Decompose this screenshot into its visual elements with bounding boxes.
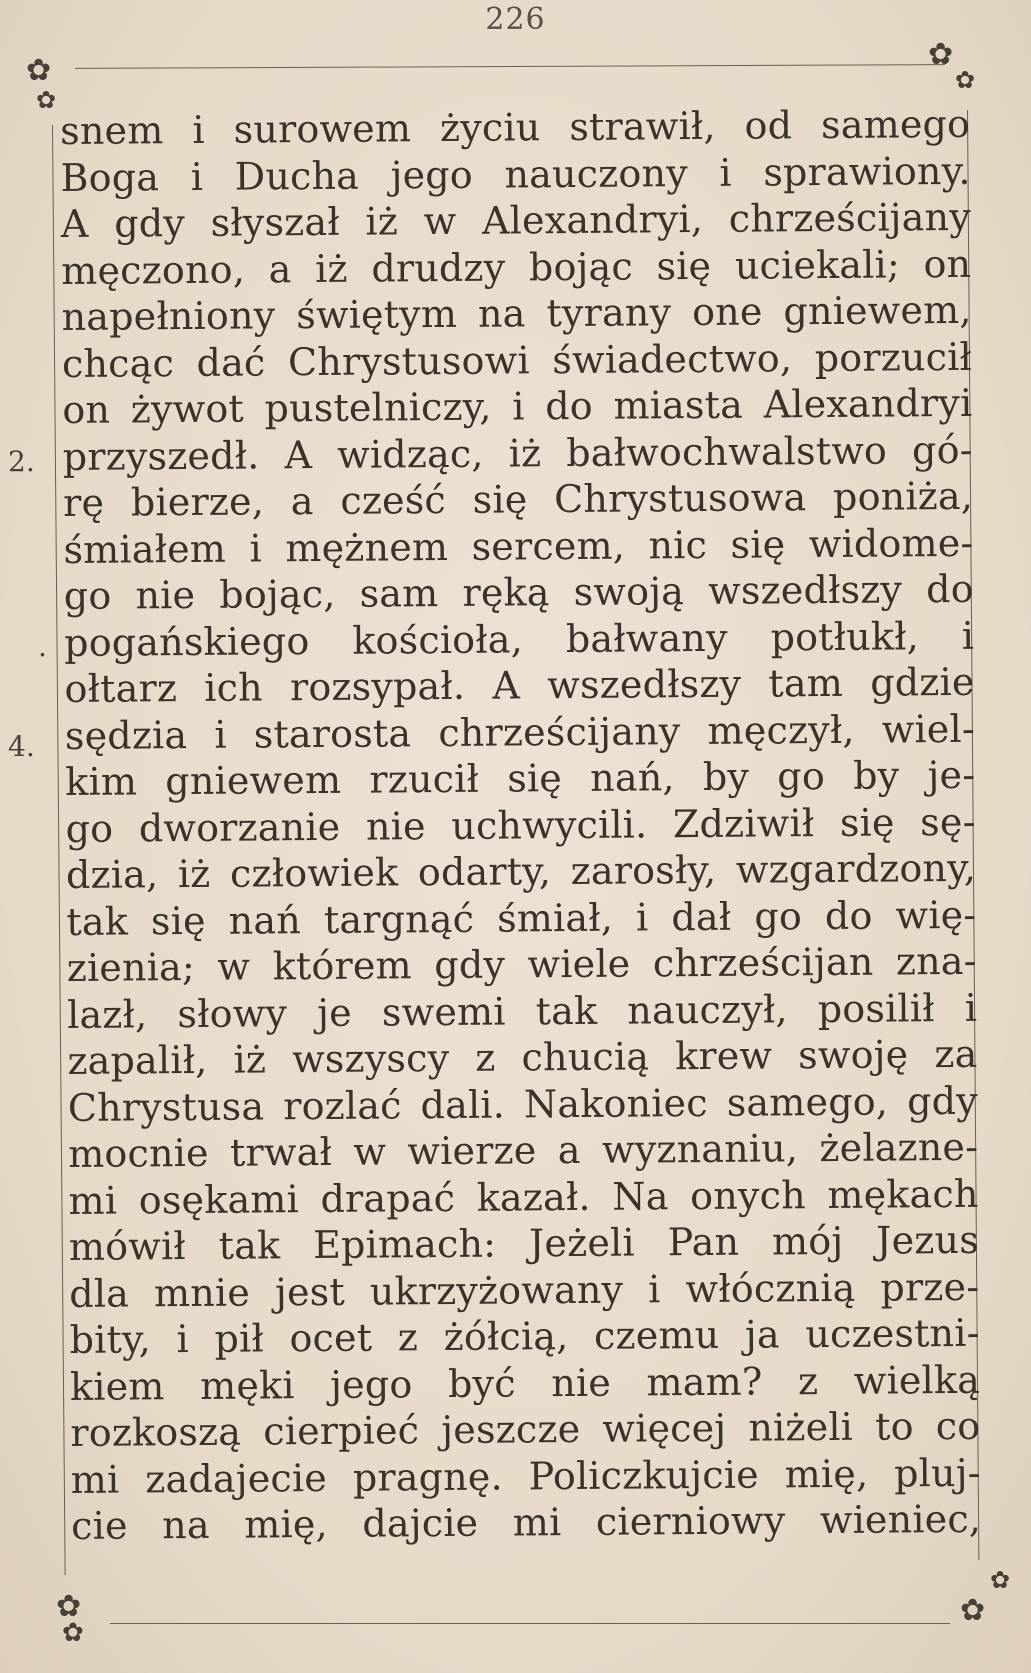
flower-ornament-icon: ✿ xyxy=(960,1593,986,1628)
text-line: mi osękami drapać kazał. Na onych mękach xyxy=(68,1171,979,1223)
text-line: bity, i pił ocet z żółcią, czemu ja uczestni- xyxy=(69,1310,980,1362)
text-line: rę bierze, a cześć się Chrystusowa poniża, xyxy=(62,473,974,525)
body-text xyxy=(60,101,981,1550)
text-line: zapalił, iż wszyscy z chucią krew swoję za xyxy=(67,1031,978,1083)
text-line: mi zadajecie pragnę. Policzkujcie mię, pluj- xyxy=(70,1450,981,1502)
text-line: śmiałem i mężnem sercem, nic się widome- xyxy=(63,520,974,572)
text-line: dzia, iż człowiek odarty, zarosły, wzgardzony, xyxy=(65,845,977,897)
text-line: mówił tak Epimach: Jeżeli Pan mój Jezus xyxy=(68,1217,980,1269)
text-line: cie na mię, dajcie mi cierniowy wieniec, xyxy=(70,1496,982,1548)
page-number: 226 xyxy=(485,2,546,37)
text-line: go nie bojąc, sam ręką swoją wszedłszy do xyxy=(63,566,974,618)
text-line: Chrystusa rozlać dali. Nakoniec samego, gdy xyxy=(67,1078,978,1130)
text-line: mocnie trwał w wierze a wyznaniu, żelazne- xyxy=(68,1124,979,1176)
text-line: przyszedł. A widząc, iż bałwochwalstwo gó- xyxy=(62,427,973,479)
text-line: Boga i Ducha jego nauczony i sprawiony. xyxy=(60,148,971,200)
top-rule xyxy=(75,64,945,69)
flower-ornament-icon: ✿ xyxy=(990,1566,1011,1594)
text-line: tak się nań targnąć śmiał, i dał go do wię- xyxy=(66,892,977,944)
flower-ornament-icon: ✿ xyxy=(36,86,57,114)
flower-ornament-icon: ✿ xyxy=(928,37,954,72)
text-line: snem i surowem życiu strawił, od samego xyxy=(60,101,971,153)
text-line: on żywot pustelniczy, i do miasta Alexandryi xyxy=(62,380,973,432)
text-line: sędzia i starosta chrześcijany męczył, wiel- xyxy=(64,706,976,758)
text-line: kiem męki jego być nie mam? z wielką xyxy=(69,1357,981,1409)
flower-ornament-icon: ✿ xyxy=(955,66,976,94)
text-line: rozkoszą cierpieć jeszcze więcej niżeli to co xyxy=(70,1403,981,1455)
flower-ornament-icon: ✿ xyxy=(26,53,52,88)
text-line: A gdy słyszał iż w Alexandryi, chrześcijany xyxy=(60,194,972,246)
text-line: ołtarz ich rozsypał. A wszedłszy tam gdzie xyxy=(64,659,975,711)
text-line: pogańskiego kościoła, bałwany potłukł, i xyxy=(64,613,975,665)
flower-ornament-icon: ✿ xyxy=(62,1618,84,1648)
text-line: napełniony świętym na tyrany one gniewem, xyxy=(61,287,972,339)
text-line: dla mnie jest ukrzyżowany i włócznią prze- xyxy=(69,1264,980,1316)
text-line: zienia; w którem gdy wiele chrześcijan zna- xyxy=(66,938,977,990)
bottom-rule xyxy=(110,1623,950,1624)
text-line: chcąc dać Chrystusowi świadectwo, porzucił xyxy=(61,334,973,386)
text-line: męczono, a iż drudzy bojąc się uciekali; on xyxy=(61,241,972,293)
margin-number: 2. xyxy=(8,445,35,478)
margin-number: . xyxy=(38,630,47,663)
text-line: go dworzanie nie uchwycili. Zdziwił się sę- xyxy=(65,799,976,851)
margin-number: 4. xyxy=(8,730,35,763)
text-line: lazł, słowy je swemi tak nauczył, posilił i xyxy=(66,985,978,1037)
flower-ornament-icon: ✿ xyxy=(56,1589,82,1624)
text-line: kim gniewem rzucił się nań, by go by je- xyxy=(65,752,976,804)
